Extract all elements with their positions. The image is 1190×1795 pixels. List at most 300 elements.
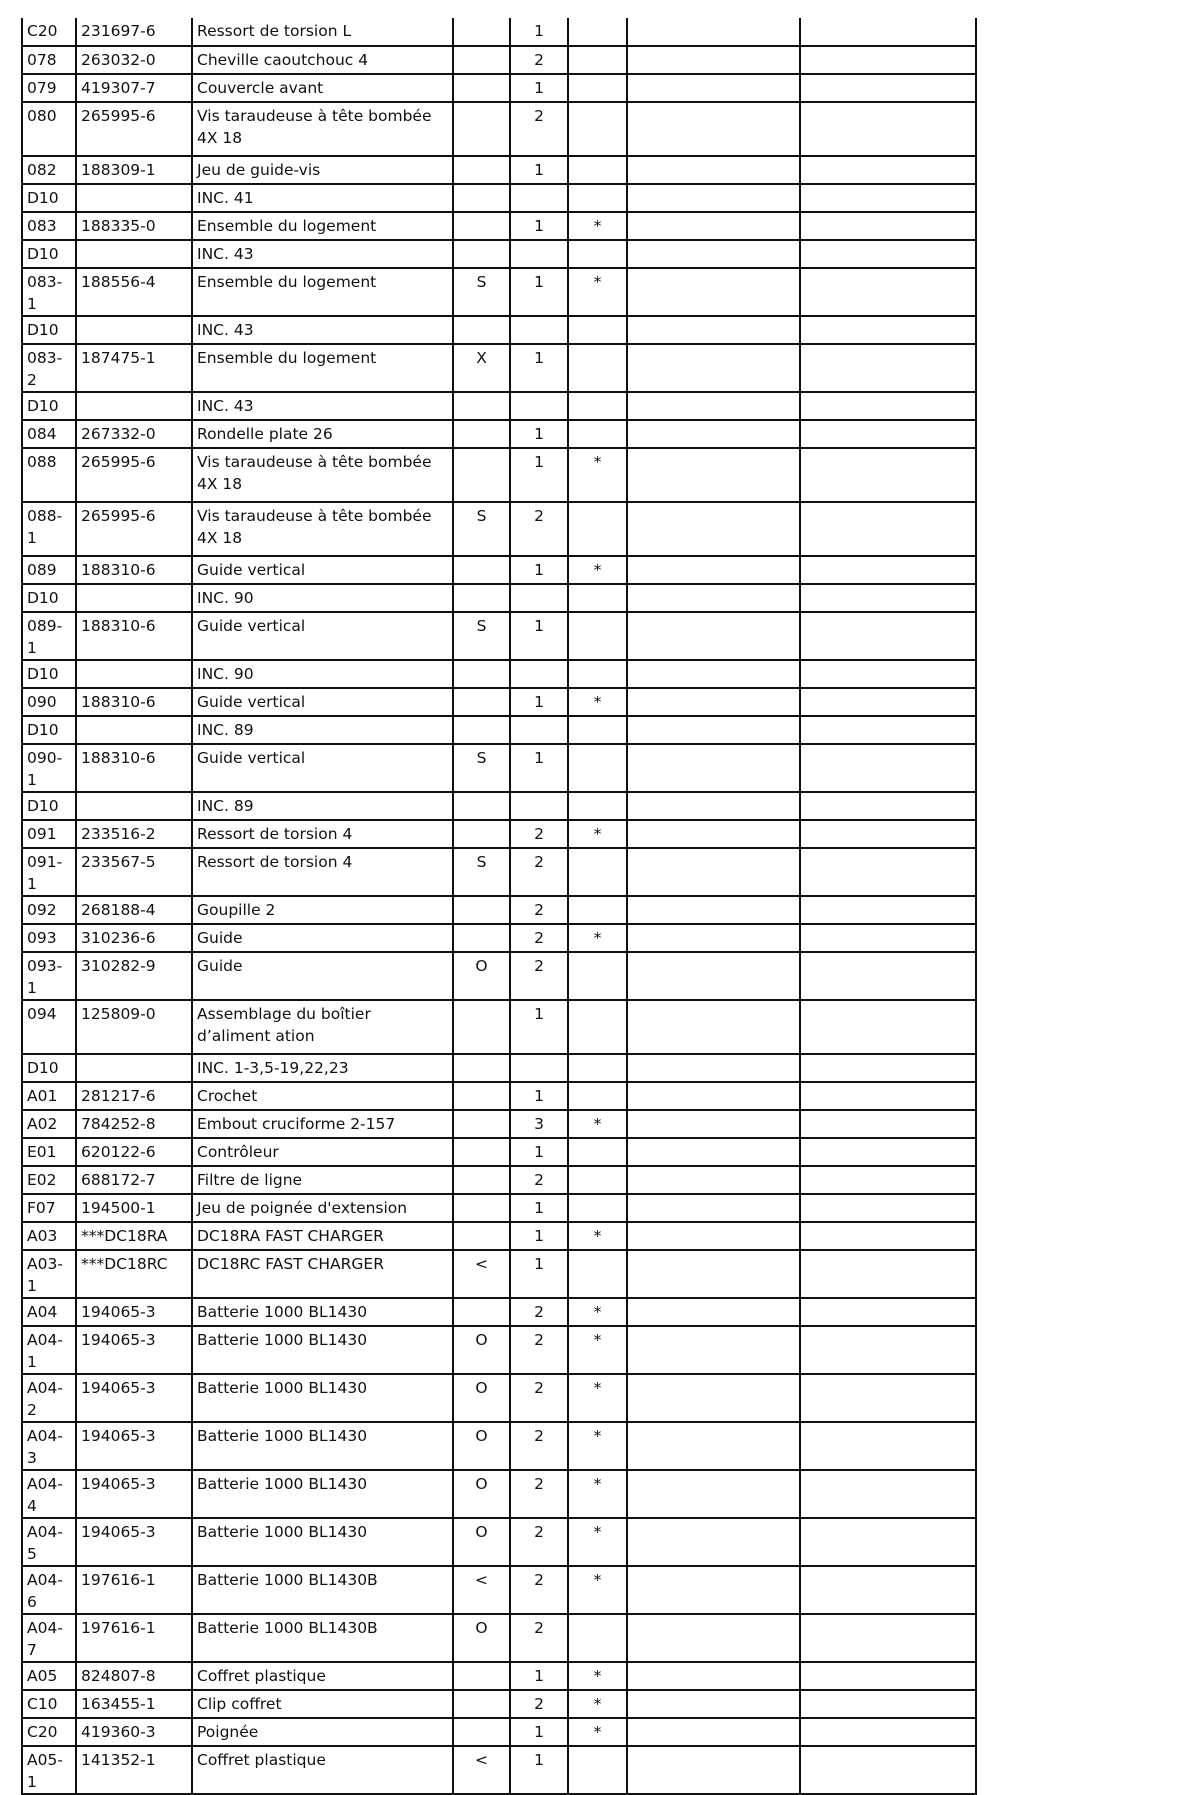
marker-cell	[568, 896, 627, 924]
part-no-cell: 188309-1	[76, 156, 192, 184]
parts-list-body	[22, 18, 976, 1794]
description-cell: Ressort de torsion 4	[192, 820, 453, 848]
blank-col-a-cell	[627, 184, 800, 212]
quantity-cell: 2	[510, 896, 568, 924]
item-no-cell: 091-1	[22, 848, 76, 896]
blank-col-b-cell	[800, 448, 976, 502]
marker-cell	[568, 316, 627, 344]
item-no-cell: D10	[22, 792, 76, 820]
blank-col-a-cell	[627, 688, 800, 716]
table-row	[22, 1082, 976, 1110]
quantity-cell: 1	[510, 1194, 568, 1222]
description-cell: Guide vertical	[192, 744, 453, 792]
blank-col-b-cell	[800, 556, 976, 584]
item-no-cell: D10	[22, 660, 76, 688]
marker-cell: *	[568, 688, 627, 716]
blank-col-b-cell	[800, 268, 976, 316]
blank-col-a-cell	[627, 1082, 800, 1110]
blank-col-a-cell	[627, 1374, 800, 1422]
part-no-cell: 163455-1	[76, 1690, 192, 1718]
table-row	[22, 184, 976, 212]
blank-col-a-cell	[627, 1194, 800, 1222]
marker-cell: *	[568, 212, 627, 240]
marker-cell	[568, 1000, 627, 1054]
blank-col-b-cell	[800, 420, 976, 448]
item-no-cell: 083	[22, 212, 76, 240]
item-no-cell: A03-1	[22, 1250, 76, 1298]
blank-col-b-cell	[800, 1718, 976, 1746]
note-cell	[453, 924, 510, 952]
description-cell: Filtre de ligne	[192, 1166, 453, 1194]
blank-col-a-cell	[627, 1518, 800, 1566]
note-cell	[453, 184, 510, 212]
blank-col-a-cell	[627, 1718, 800, 1746]
marker-cell	[568, 392, 627, 420]
table-row	[22, 18, 976, 46]
blank-col-a-cell	[627, 1326, 800, 1374]
blank-col-a-cell	[627, 1662, 800, 1690]
item-no-cell: 082	[22, 156, 76, 184]
blank-col-a-cell	[627, 820, 800, 848]
item-no-cell: 092	[22, 896, 76, 924]
description-cell: Vis taraudeuse à tête bombée 4X 18	[192, 102, 453, 156]
note-cell: O	[453, 1326, 510, 1374]
item-no-cell: A04-1	[22, 1326, 76, 1374]
quantity-cell	[510, 660, 568, 688]
item-no-cell: 093-1	[22, 952, 76, 1000]
part-no-cell: 265995-6	[76, 448, 192, 502]
marker-cell	[568, 156, 627, 184]
part-no-cell: 194065-3	[76, 1326, 192, 1374]
note-cell	[453, 392, 510, 420]
blank-col-b-cell	[800, 952, 976, 1000]
table-row	[22, 344, 976, 392]
quantity-cell	[510, 584, 568, 612]
blank-col-a-cell	[627, 1614, 800, 1662]
description-cell: Couvercle avant	[192, 74, 453, 102]
quantity-cell: 1	[510, 18, 568, 46]
item-no-cell: D10	[22, 316, 76, 344]
quantity-cell: 1	[510, 612, 568, 660]
part-no-cell: 267332-0	[76, 420, 192, 448]
description-cell: Vis taraudeuse à tête bombée 4X 18	[192, 502, 453, 556]
note-cell	[453, 1662, 510, 1690]
table-row	[22, 420, 976, 448]
note-cell	[453, 448, 510, 502]
note-cell: <	[453, 1250, 510, 1298]
description-cell: Guide vertical	[192, 688, 453, 716]
note-cell	[453, 1222, 510, 1250]
part-no-cell	[76, 184, 192, 212]
description-cell: INC. 89	[192, 716, 453, 744]
blank-col-b-cell	[800, 1000, 976, 1054]
item-no-cell: 088-1	[22, 502, 76, 556]
marker-cell: *	[568, 1662, 627, 1690]
table-row	[22, 848, 976, 896]
description-cell: DC18RC FAST CHARGER	[192, 1250, 453, 1298]
quantity-cell: 1	[510, 744, 568, 792]
marker-cell: *	[568, 1470, 627, 1518]
description-cell: Guide vertical	[192, 556, 453, 584]
item-no-cell: E02	[22, 1166, 76, 1194]
marker-cell	[568, 102, 627, 156]
part-no-cell: 194065-3	[76, 1298, 192, 1326]
blank-col-a-cell	[627, 952, 800, 1000]
part-no-cell: 419307-7	[76, 74, 192, 102]
description-cell: Coffret plastique	[192, 1746, 453, 1794]
blank-col-a-cell	[627, 74, 800, 102]
part-no-cell: 233567-5	[76, 848, 192, 896]
part-no-cell: 194065-3	[76, 1422, 192, 1470]
description-cell: INC. 89	[192, 792, 453, 820]
note-cell: O	[453, 952, 510, 1000]
blank-col-b-cell	[800, 316, 976, 344]
part-no-cell: 265995-6	[76, 102, 192, 156]
table-row	[22, 46, 976, 74]
note-cell	[453, 1082, 510, 1110]
table-row	[22, 924, 976, 952]
marker-cell	[568, 420, 627, 448]
part-no-cell: 265995-6	[76, 502, 192, 556]
blank-col-a-cell	[627, 1222, 800, 1250]
quantity-cell: 1	[510, 156, 568, 184]
part-no-cell: 197616-1	[76, 1614, 192, 1662]
blank-col-b-cell	[800, 820, 976, 848]
item-no-cell: A04-5	[22, 1518, 76, 1566]
blank-col-b-cell	[800, 1054, 976, 1082]
item-no-cell: D10	[22, 584, 76, 612]
marker-cell: *	[568, 924, 627, 952]
blank-col-b-cell	[800, 688, 976, 716]
blank-col-b-cell	[800, 584, 976, 612]
blank-col-b-cell	[800, 924, 976, 952]
marker-cell: *	[568, 1690, 627, 1718]
table-row	[22, 952, 976, 1000]
part-no-cell: 310282-9	[76, 952, 192, 1000]
note-cell: <	[453, 1746, 510, 1794]
blank-col-b-cell	[800, 1326, 976, 1374]
note-cell: S	[453, 848, 510, 896]
part-no-cell	[76, 584, 192, 612]
table-row	[22, 74, 976, 102]
marker-cell	[568, 584, 627, 612]
table-row	[22, 660, 976, 688]
quantity-cell: 1	[510, 344, 568, 392]
marker-cell: *	[568, 1222, 627, 1250]
item-no-cell: A04-2	[22, 1374, 76, 1422]
blank-col-a-cell	[627, 792, 800, 820]
description-cell: Coffret plastique	[192, 1662, 453, 1690]
note-cell: S	[453, 268, 510, 316]
table-row	[22, 716, 976, 744]
blank-col-a-cell	[627, 1110, 800, 1138]
quantity-cell: 1	[510, 420, 568, 448]
quantity-cell	[510, 716, 568, 744]
blank-col-b-cell	[800, 1082, 976, 1110]
item-no-cell: D10	[22, 240, 76, 268]
part-no-cell: 125809-0	[76, 1000, 192, 1054]
blank-col-a-cell	[627, 1250, 800, 1298]
note-cell	[453, 1110, 510, 1138]
blank-col-a-cell	[627, 316, 800, 344]
table-row	[22, 1138, 976, 1166]
quantity-cell: 1	[510, 688, 568, 716]
marker-cell	[568, 792, 627, 820]
blank-col-b-cell	[800, 1690, 976, 1718]
item-no-cell: D10	[22, 1054, 76, 1082]
blank-col-b-cell	[800, 660, 976, 688]
table-row	[22, 102, 976, 156]
note-cell	[453, 716, 510, 744]
blank-col-b-cell	[800, 156, 976, 184]
item-no-cell: 078	[22, 46, 76, 74]
blank-col-b-cell	[800, 1110, 976, 1138]
description-cell: Ensemble du logement	[192, 212, 453, 240]
item-no-cell: A04-7	[22, 1614, 76, 1662]
blank-col-a-cell	[627, 1690, 800, 1718]
note-cell	[453, 1000, 510, 1054]
marker-cell	[568, 1138, 627, 1166]
note-cell	[453, 46, 510, 74]
part-no-cell: 194065-3	[76, 1374, 192, 1422]
blank-col-a-cell	[627, 1000, 800, 1054]
blank-col-b-cell	[800, 848, 976, 896]
table-row	[22, 392, 976, 420]
blank-col-b-cell	[800, 344, 976, 392]
description-cell: INC. 1-3,5-19,22,23	[192, 1054, 453, 1082]
description-cell: Batterie 1000 BL1430B	[192, 1614, 453, 1662]
note-cell	[453, 584, 510, 612]
part-no-cell: 263032-0	[76, 46, 192, 74]
note-cell: O	[453, 1374, 510, 1422]
note-cell	[453, 660, 510, 688]
blank-col-a-cell	[627, 1566, 800, 1614]
quantity-cell: 2	[510, 46, 568, 74]
blank-col-b-cell	[800, 1166, 976, 1194]
part-no-cell	[76, 660, 192, 688]
part-no-cell: 824807-8	[76, 1662, 192, 1690]
description-cell: Cheville caoutchouc 4	[192, 46, 453, 74]
note-cell: <	[453, 1566, 510, 1614]
note-cell	[453, 240, 510, 268]
note-cell	[453, 18, 510, 46]
table-row	[22, 448, 976, 502]
part-no-cell: 231697-6	[76, 18, 192, 46]
blank-col-a-cell	[627, 448, 800, 502]
quantity-cell: 2	[510, 952, 568, 1000]
marker-cell: *	[568, 1326, 627, 1374]
table-row	[22, 1662, 976, 1690]
note-cell	[453, 1138, 510, 1166]
quantity-cell	[510, 240, 568, 268]
blank-col-a-cell	[627, 1166, 800, 1194]
marker-cell	[568, 1746, 627, 1794]
note-cell	[453, 1690, 510, 1718]
blank-col-b-cell	[800, 744, 976, 792]
marker-cell	[568, 74, 627, 102]
blank-col-a-cell	[627, 848, 800, 896]
table-row	[22, 744, 976, 792]
description-cell: DC18RA FAST CHARGER	[192, 1222, 453, 1250]
item-no-cell: A01	[22, 1082, 76, 1110]
blank-col-a-cell	[627, 1470, 800, 1518]
quantity-cell: 2	[510, 1374, 568, 1422]
note-cell	[453, 1166, 510, 1194]
blank-col-a-cell	[627, 268, 800, 316]
table-row	[22, 1222, 976, 1250]
part-no-cell: ***DC18RC	[76, 1250, 192, 1298]
table-row	[22, 1194, 976, 1222]
description-cell: Batterie 1000 BL1430	[192, 1374, 453, 1422]
marker-cell: *	[568, 556, 627, 584]
item-no-cell: A04-6	[22, 1566, 76, 1614]
note-cell	[453, 1194, 510, 1222]
blank-col-b-cell	[800, 240, 976, 268]
marker-cell: *	[568, 448, 627, 502]
part-no-cell: 188310-6	[76, 612, 192, 660]
part-no-cell: 141352-1	[76, 1746, 192, 1794]
note-cell: S	[453, 502, 510, 556]
marker-cell: *	[568, 1518, 627, 1566]
blank-col-b-cell	[800, 502, 976, 556]
marker-cell	[568, 1194, 627, 1222]
note-cell: O	[453, 1470, 510, 1518]
quantity-cell: 2	[510, 1166, 568, 1194]
item-no-cell: D10	[22, 392, 76, 420]
quantity-cell: 1	[510, 268, 568, 316]
description-cell: Batterie 1000 BL1430	[192, 1326, 453, 1374]
note-cell	[453, 1718, 510, 1746]
description-cell: Guide vertical	[192, 612, 453, 660]
item-no-cell: 080	[22, 102, 76, 156]
part-no-cell: 281217-6	[76, 1082, 192, 1110]
part-no-cell: 194500-1	[76, 1194, 192, 1222]
marker-cell	[568, 240, 627, 268]
quantity-cell: 1	[510, 1082, 568, 1110]
blank-col-b-cell	[800, 102, 976, 156]
marker-cell: *	[568, 1718, 627, 1746]
blank-col-b-cell	[800, 792, 976, 820]
marker-cell	[568, 1250, 627, 1298]
quantity-cell: 1	[510, 1718, 568, 1746]
marker-cell	[568, 848, 627, 896]
note-cell	[453, 212, 510, 240]
item-no-cell: 089-1	[22, 612, 76, 660]
description-cell: Contrôleur	[192, 1138, 453, 1166]
item-no-cell: 084	[22, 420, 76, 448]
description-cell: Vis taraudeuse à tête bombée 4X 18	[192, 448, 453, 502]
blank-col-a-cell	[627, 744, 800, 792]
blank-col-b-cell	[800, 1470, 976, 1518]
marker-cell	[568, 1082, 627, 1110]
table-row	[22, 1746, 976, 1794]
marker-cell: *	[568, 268, 627, 316]
note-cell	[453, 820, 510, 848]
description-cell: INC. 41	[192, 184, 453, 212]
item-no-cell: D10	[22, 716, 76, 744]
blank-col-a-cell	[627, 102, 800, 156]
marker-cell	[568, 184, 627, 212]
note-cell	[453, 792, 510, 820]
part-no-cell: 310236-6	[76, 924, 192, 952]
description-cell: Poignée	[192, 1718, 453, 1746]
item-no-cell: 083-2	[22, 344, 76, 392]
quantity-cell: 2	[510, 1614, 568, 1662]
table-row	[22, 1000, 976, 1054]
blank-col-a-cell	[627, 156, 800, 184]
description-cell: Batterie 1000 BL1430	[192, 1422, 453, 1470]
table-row	[22, 1518, 976, 1566]
item-no-cell: 083-1	[22, 268, 76, 316]
part-no-cell: 197616-1	[76, 1566, 192, 1614]
item-no-cell: C20	[22, 1718, 76, 1746]
part-no-cell	[76, 716, 192, 744]
blank-col-b-cell	[800, 46, 976, 74]
blank-col-a-cell	[627, 612, 800, 660]
quantity-cell: 1	[510, 74, 568, 102]
part-no-cell: 188335-0	[76, 212, 192, 240]
item-no-cell: 079	[22, 74, 76, 102]
description-cell: Jeu de guide-vis	[192, 156, 453, 184]
part-no-cell	[76, 240, 192, 268]
marker-cell: *	[568, 1110, 627, 1138]
quantity-cell: 1	[510, 448, 568, 502]
quantity-cell	[510, 792, 568, 820]
table-row	[22, 1054, 976, 1082]
quantity-cell: 1	[510, 1138, 568, 1166]
description-cell: INC. 43	[192, 240, 453, 268]
note-cell	[453, 420, 510, 448]
quantity-cell: 2	[510, 102, 568, 156]
description-cell: Batterie 1000 BL1430	[192, 1470, 453, 1518]
description-cell: Assemblage du boîtier d’aliment ation	[192, 1000, 453, 1054]
blank-col-b-cell	[800, 716, 976, 744]
marker-cell	[568, 1614, 627, 1662]
part-no-cell: 188310-6	[76, 744, 192, 792]
table-row	[22, 1614, 976, 1662]
description-cell: Batterie 1000 BL1430	[192, 1518, 453, 1566]
note-cell	[453, 74, 510, 102]
note-cell: S	[453, 744, 510, 792]
quantity-cell: 1	[510, 556, 568, 584]
description-cell: Rondelle plate 26	[192, 420, 453, 448]
part-no-cell	[76, 792, 192, 820]
table-row	[22, 1566, 976, 1614]
description-cell: Batterie 1000 BL1430B	[192, 1566, 453, 1614]
quantity-cell: 2	[510, 1326, 568, 1374]
table-row	[22, 896, 976, 924]
note-cell	[453, 1298, 510, 1326]
blank-col-b-cell	[800, 1250, 976, 1298]
blank-col-b-cell	[800, 1566, 976, 1614]
item-no-cell: 088	[22, 448, 76, 502]
note-cell	[453, 896, 510, 924]
blank-col-a-cell	[627, 716, 800, 744]
table-row	[22, 1470, 976, 1518]
blank-col-a-cell	[627, 46, 800, 74]
part-no-cell: 188310-6	[76, 556, 192, 584]
item-no-cell: 090	[22, 688, 76, 716]
table-row	[22, 1374, 976, 1422]
item-no-cell: 093	[22, 924, 76, 952]
quantity-cell: 2	[510, 502, 568, 556]
note-cell: O	[453, 1518, 510, 1566]
parts-list-table	[21, 18, 977, 1795]
marker-cell	[568, 612, 627, 660]
quantity-cell: 3	[510, 1110, 568, 1138]
note-cell	[453, 156, 510, 184]
description-cell: INC. 43	[192, 316, 453, 344]
